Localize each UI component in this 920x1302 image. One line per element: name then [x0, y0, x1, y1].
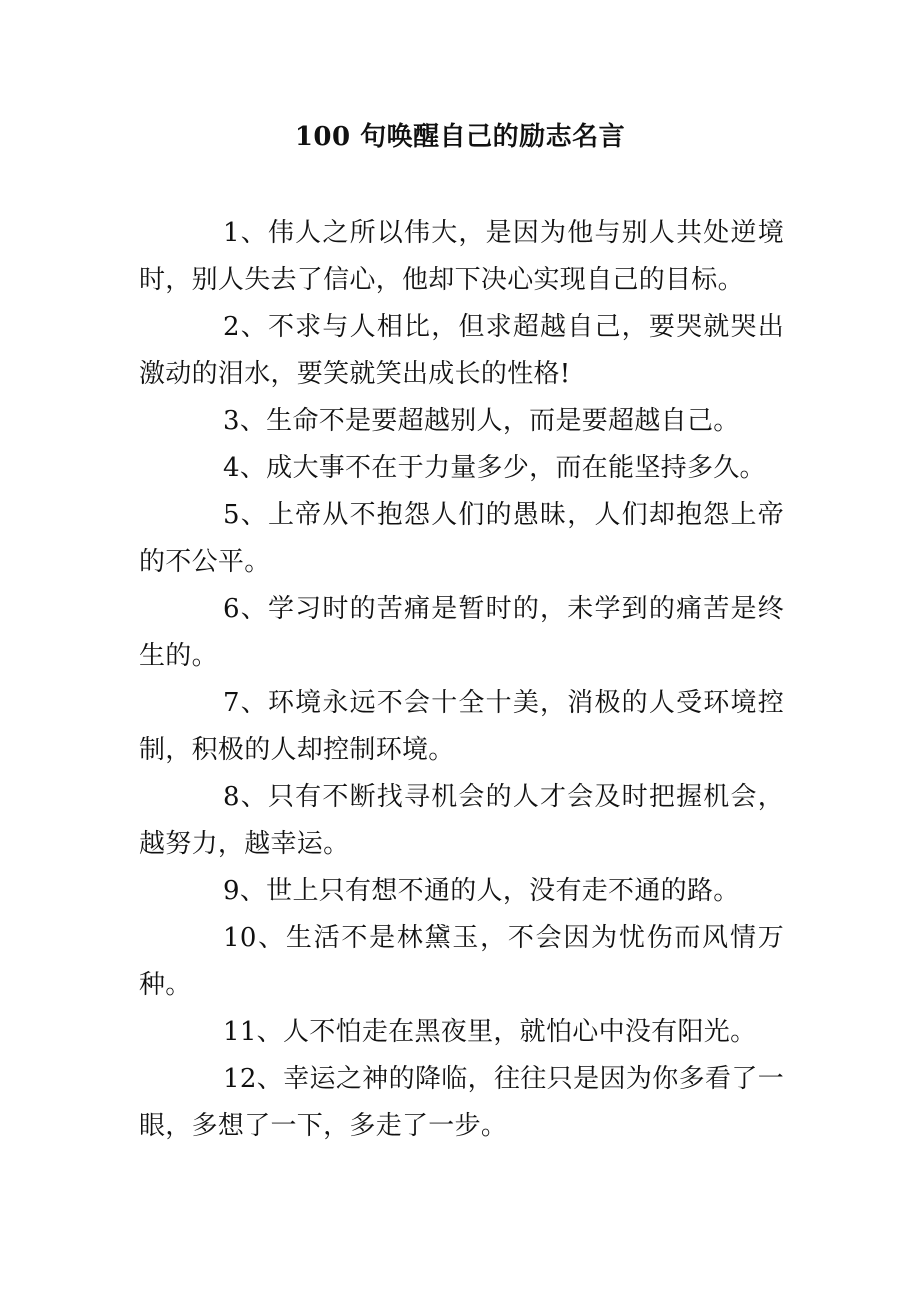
quote-item: 6、学习时的苦痛是暂时的，未学到的痛苦是终生的。 — [139, 594, 784, 671]
quote-item: 4、成大事不在于力量多少，而在能坚持多久。 — [223, 453, 766, 483]
quote-item: 10、生活不是林黛玉，不会因为忧伤而风情万种。 — [139, 923, 784, 1000]
quote-item: 8、只有不断找寻机会的人才会及时把握机会，越努力，越幸运。 — [139, 782, 784, 859]
quote-list — [139, 210, 784, 1150]
quote-item: 9、世上只有想不通的人，没有走不通的路。 — [223, 876, 740, 906]
quote-item: 3、生命不是要超越别人，而是要超越自己。 — [223, 406, 740, 436]
quote-item: 1、伟人之所以伟大，是因为他与别人共处逆境时，别人失去了信心，他却下决心实现自己的目标。 — [139, 218, 784, 295]
quote-item: 11、人不怕走在黑夜里，就怕心中没有阳光。 — [223, 1017, 757, 1047]
quote-item: 7、环境永远不会十全十美，消极的人受环境控制，积极的人却控制环境。 — [139, 688, 784, 765]
quote-item: 5、上帝从不抱怨人们的愚昧，人们却抱怨上帝的不公平。 — [139, 500, 784, 577]
quote-item: 2、不求与人相比，但求超越自己，要哭就哭出激动的泪水，要笑就笑出成长的性格! — [139, 312, 784, 389]
page-title: 100 句唤醒自己的励志名言 — [294, 122, 626, 152]
quote-item: 12、幸运之神的降临，往往只是因为你多看了一眼，多想了一下，多走了一步。 — [139, 1064, 784, 1141]
